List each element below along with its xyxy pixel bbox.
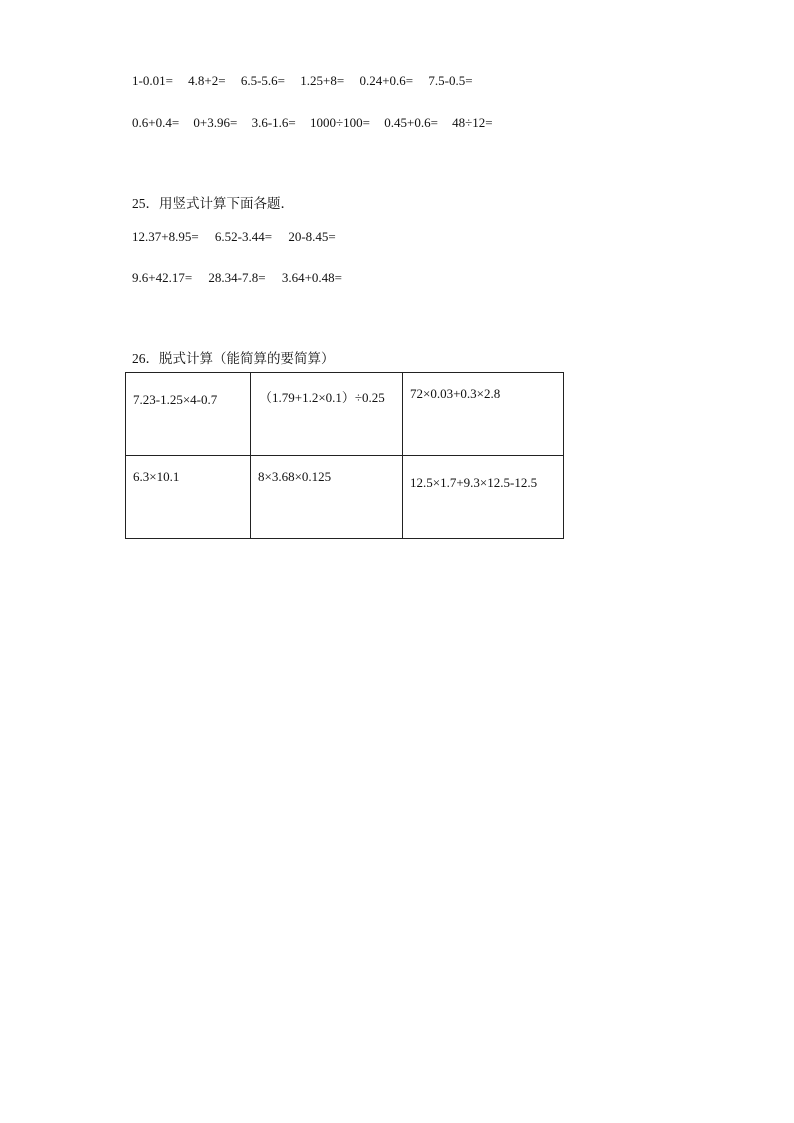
expression: 72×0.03+0.3×2.8: [410, 386, 501, 401]
vertical-calc-item: 28.34-7.8=: [208, 270, 266, 285]
vertical-calc-item: 9.6+42.17=: [132, 270, 193, 285]
oral-calc-row-1: [132, 73, 485, 89]
expression: 6.3×10.1: [133, 469, 180, 484]
question-25-title: 25．用竖式计算下面各题．: [132, 196, 294, 211]
oral-calc-item: 1000÷100=: [310, 115, 370, 130]
oral-calc-item: 0+3.96=: [193, 115, 238, 130]
table-cell: [403, 456, 564, 539]
expression: 8×3.68×0.125: [258, 469, 332, 484]
expression: 7.23-1.25×4-0.7: [133, 392, 218, 407]
expression: 12.5×1.7+9.3×12.5-12.5: [410, 475, 538, 490]
vertical-calc-row-1: [132, 229, 349, 245]
oral-calc-row-2: [132, 115, 504, 131]
table-cell: [126, 373, 251, 456]
expression: （1.79+1.2×0.1）÷0.25: [259, 390, 385, 405]
oral-calc-item: 0.6+0.4=: [132, 115, 180, 130]
vertical-calc-item: 12.37+8.95=: [132, 229, 199, 244]
vertical-calc-item: 3.64+0.48=: [281, 270, 343, 285]
step-calc-table: [125, 372, 564, 539]
oral-calc-item: 4.8+2=: [188, 73, 226, 88]
oral-calc-item: 1.25+8=: [300, 73, 345, 88]
table-row: [126, 456, 564, 539]
oral-calc-item: 6.5-5.6=: [240, 73, 286, 88]
table-row: [126, 373, 564, 456]
vertical-calc-item: 6.52-3.44=: [214, 229, 273, 244]
vertical-calc-item: 20-8.45=: [288, 229, 336, 244]
question-26-title: 26．脱式计算（能简算的要简算）: [132, 351, 335, 366]
table-cell: [126, 456, 251, 539]
oral-calc-item: 0.45+0.6=: [384, 115, 438, 130]
table-cell: [251, 373, 403, 456]
table-cell: [403, 373, 564, 456]
table-cell: [251, 456, 403, 539]
vertical-calc-row-2: [132, 270, 355, 286]
oral-calc-item: 0.24+0.6=: [359, 73, 414, 88]
oral-calc-item: 3.6-1.6=: [251, 115, 296, 130]
oral-calc-item: 7.5-0.5=: [428, 73, 473, 88]
oral-calc-item: 48÷12=: [452, 115, 493, 130]
oral-calc-item: 1-0.01=: [132, 73, 173, 88]
